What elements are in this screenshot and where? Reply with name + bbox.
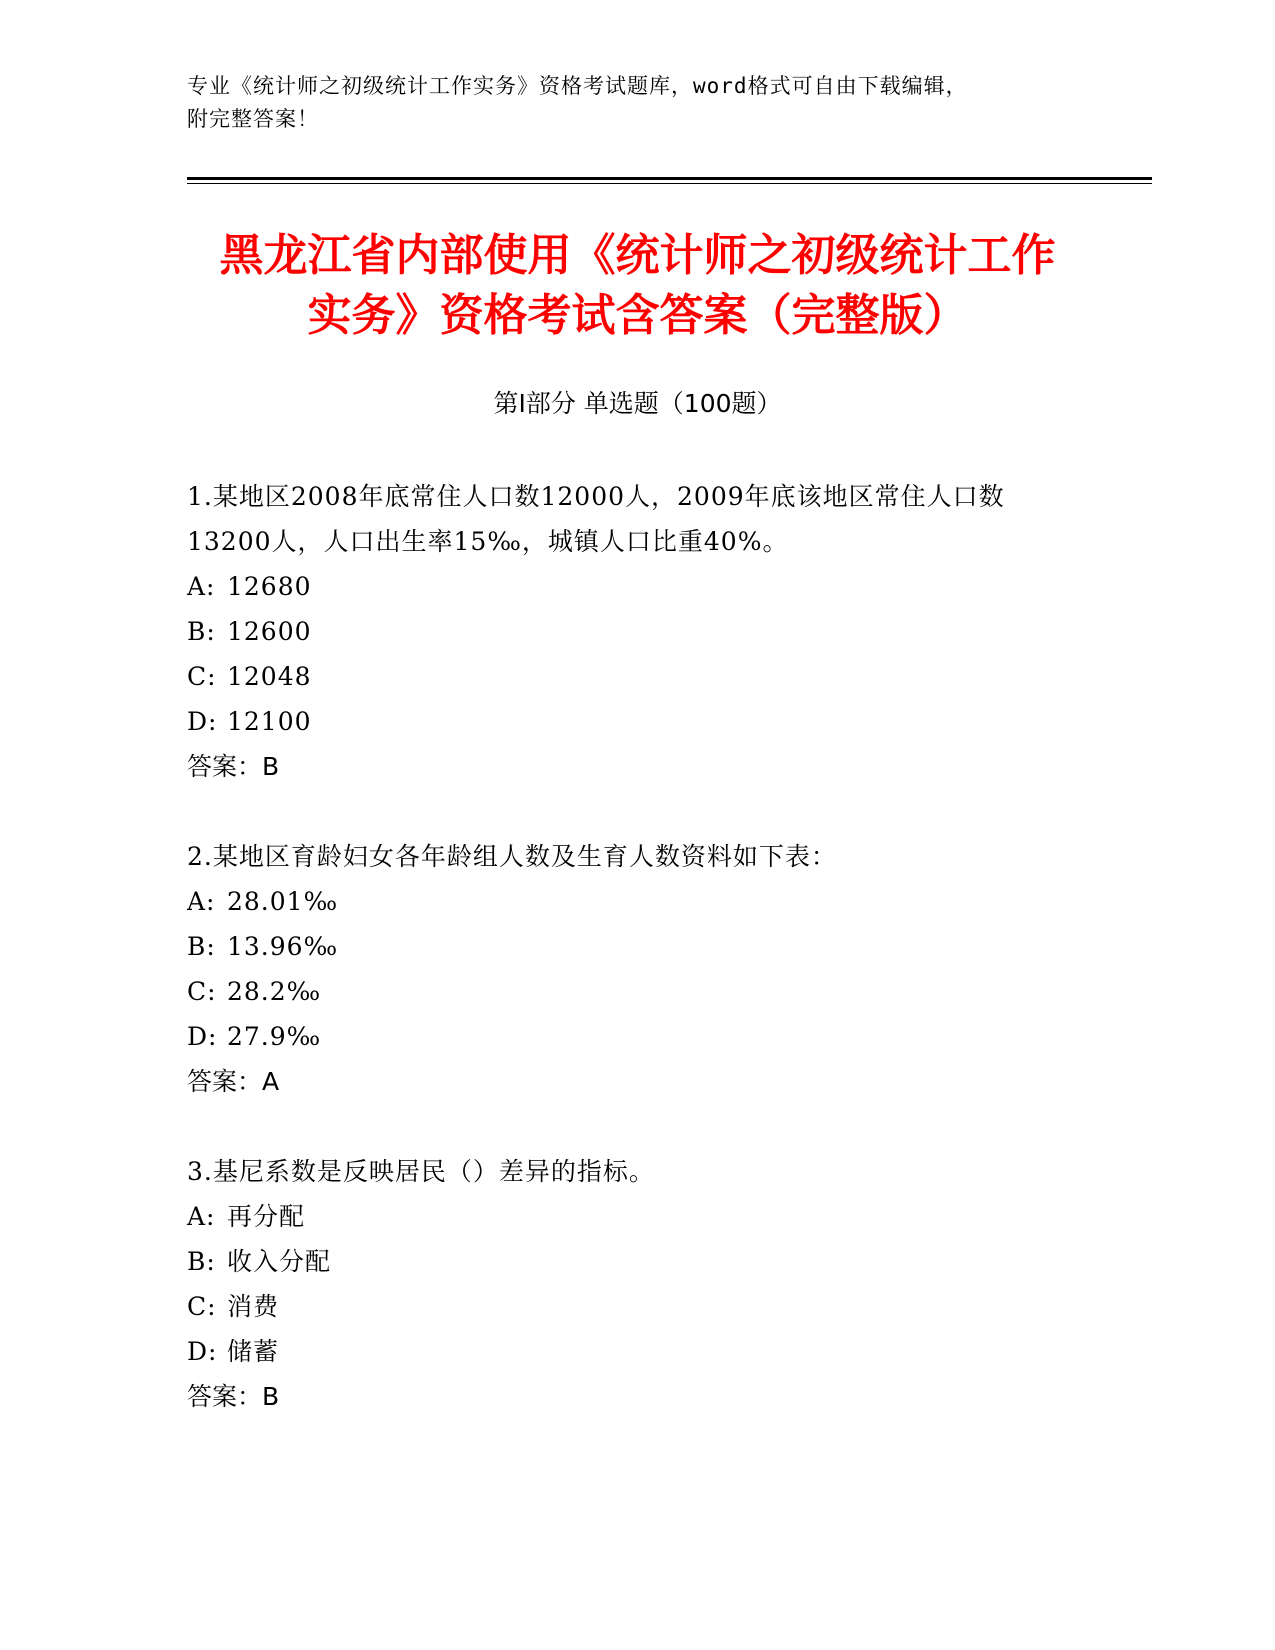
document-title-line-1: 黑龙江省内部使用《统计师之初级统计工作 <box>219 230 1056 281</box>
option-text: 13.96‰ <box>227 932 339 961</box>
option-text: 27.9‰ <box>227 1022 322 1051</box>
option-letter: A: <box>187 572 216 601</box>
option-d <box>187 1014 1087 1059</box>
option-b <box>187 924 1087 969</box>
option-letter: C: <box>187 662 217 691</box>
question-stem: 2.某地区育龄妇女各年龄组人数及生育人数资料如下表： <box>187 842 837 871</box>
option-letter: A: <box>187 1202 216 1231</box>
question-3 <box>187 1149 1087 1419</box>
question-2 <box>187 834 1087 1104</box>
option-a <box>187 564 1087 609</box>
option-text: 28.01‰ <box>227 887 339 916</box>
option-letter: D: <box>187 1337 218 1366</box>
section-title: 第Ⅰ部分 单选题（100题） <box>493 389 782 418</box>
option-c <box>187 1284 1087 1329</box>
document-title-line-2: 实务》资格考试含答案（完整版） <box>307 290 968 341</box>
option-letter: B: <box>187 1247 216 1276</box>
header-note-line-1: 专业《统计师之初级统计工作实务》资格考试题库，word格式可自由下载编辑， <box>187 74 968 98</box>
option-a <box>187 1194 1087 1239</box>
option-letter: C: <box>187 1292 217 1321</box>
option-letter: D: <box>187 707 218 736</box>
option-b <box>187 609 1087 654</box>
question-1 <box>187 474 1087 789</box>
answer: 答案：A <box>187 1067 280 1096</box>
option-letter: B: <box>187 617 216 646</box>
option-text: 消费 <box>227 1292 280 1321</box>
option-text: 储蓄 <box>227 1337 280 1366</box>
header-divider-thin <box>187 183 1152 184</box>
question-stem: 1.某地区2008年底常住人口数12000人，2009年底该地区常住人口数13200人，人口出生率15‰，城镇人口比重40%。 <box>187 482 1005 556</box>
option-b <box>187 1239 1087 1284</box>
option-c <box>187 969 1087 1014</box>
option-text: 12600 <box>227 617 312 646</box>
question-stem: 3.基尼系数是反映居民（）差异的指标。 <box>187 1157 655 1186</box>
option-text: 12100 <box>227 707 312 736</box>
option-text: 再分配 <box>227 1202 306 1231</box>
option-text: 28.2‰ <box>227 977 322 1006</box>
option-letter: A: <box>187 887 216 916</box>
option-c <box>187 654 1087 699</box>
option-letter: C: <box>187 977 217 1006</box>
option-d <box>187 699 1087 744</box>
answer: 答案：B <box>187 1382 280 1411</box>
option-text: 12680 <box>227 572 312 601</box>
header-note-line-2: 附完整答案！ <box>187 107 319 131</box>
document-title <box>150 226 1125 346</box>
option-letter: B: <box>187 932 216 961</box>
option-letter: D: <box>187 1022 218 1051</box>
header-divider-thick <box>187 177 1152 180</box>
option-text: 收入分配 <box>227 1247 332 1276</box>
question-list <box>187 474 1087 1464</box>
answer: 答案：B <box>187 752 280 781</box>
option-d <box>187 1329 1087 1374</box>
header-note <box>187 70 1067 136</box>
option-a <box>187 879 1087 924</box>
option-text: 12048 <box>227 662 312 691</box>
